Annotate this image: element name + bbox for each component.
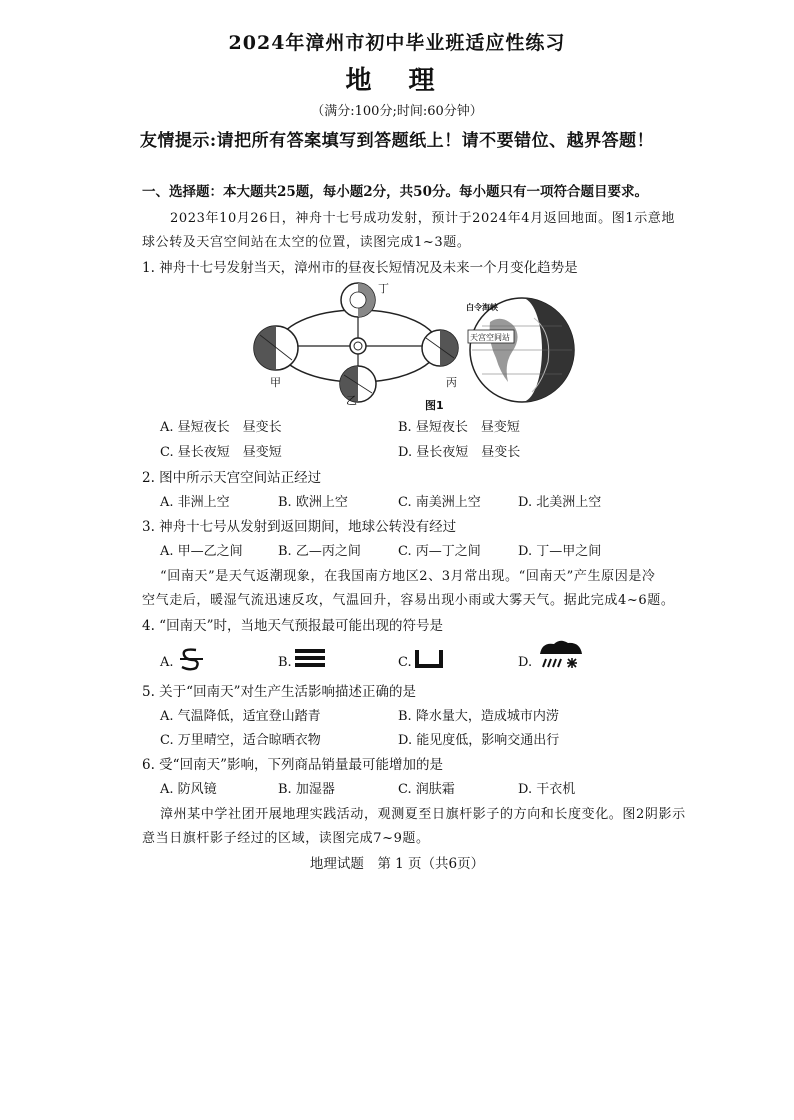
figure-1-caption: 图1 xyxy=(425,399,444,412)
q6-option-b[interactable]: B. 加湿器 xyxy=(278,782,335,797)
q2-option-b[interactable]: B. 欧洲上空 xyxy=(278,495,348,510)
friendly-notice: 友情提示:请把所有答案填写到答题纸上！请不要错位、越界答题！ xyxy=(139,131,655,151)
question-1-stem: 1. 神舟十七号发射当天，漳州市的昼夜长短情况及未来一个月变化趋势是 xyxy=(142,260,578,276)
label-bing: 丙 xyxy=(446,376,457,389)
q4-option-a[interactable]: A. xyxy=(160,655,174,670)
q4-option-d[interactable]: D. xyxy=(518,655,533,670)
q5-option-a[interactable]: A. 气温降低，适宜登山踏青 xyxy=(160,709,321,724)
earth-right-icon xyxy=(422,330,458,366)
subject-title: 地 理 xyxy=(345,66,449,96)
page-footer: 地理试题 第 1 页（共6页） xyxy=(309,856,485,872)
passage-2-line-1: “回南天”是天气返潮现象，在我国南方地区2、3月常出现。“回南天”产生原因是冷 xyxy=(160,569,656,584)
exam-title: 2024年漳州市初中毕业班适应性练习 xyxy=(228,32,566,54)
q1-option-b[interactable]: B. 昼短夜长 昼变短 xyxy=(398,420,520,435)
q5-option-d[interactable]: D. 能见度低，影响交通出行 xyxy=(398,733,560,748)
q1-option-d[interactable]: D. 昼长夜短 昼变长 xyxy=(398,445,521,460)
q4-option-c[interactable]: C. xyxy=(398,655,412,670)
q3-option-c[interactable]: C. 丙—丁之间 xyxy=(398,544,481,559)
globe-diagram xyxy=(462,292,580,404)
label-yi: 乙 xyxy=(346,394,357,405)
label-bering: 白令海峡 xyxy=(466,303,498,312)
score-time-info: （满分:100分;时间:60分钟） xyxy=(311,104,483,119)
passage-1-line-1: 2023年10月26日，神舟十七号成功发射，预计于2024年4月返回地面。图1示意地 xyxy=(170,211,675,226)
q3-option-b[interactable]: B. 乙—丙之间 xyxy=(278,544,361,559)
passage-2-line-2: 空气走后，暖湿气流迅速反攻，气温回升，容易出现小雨或大雾天气。据此完成4~6题。 xyxy=(142,593,675,608)
question-2-stem: 2. 图中所示天宫空间站正经过 xyxy=(142,470,322,486)
question-5-stem: 5. 关于“回南天”对生产生活影响描述正确的是 xyxy=(142,684,416,700)
passage-1-line-2: 球公转及天宫空间站在太空的位置，读图完成1~3题。 xyxy=(142,235,471,250)
q5-option-b[interactable]: B. 降水量大，造成城市内涝 xyxy=(398,709,559,724)
label-jia: 甲 xyxy=(270,376,281,389)
passage-3-line-2: 意当日旗杆影子经过的区域，读图完成7~9题。 xyxy=(142,831,430,846)
question-6-stem: 6. 受“回南天”影响，下列商品销量最可能增加的是 xyxy=(142,757,443,773)
section-heading: 一、选择题：本大题共25题，每小题2分，共50分。每小题只有一项符合题目要求。 xyxy=(142,184,648,200)
q1-option-a[interactable]: A. 昼短夜长 昼变长 xyxy=(160,420,282,435)
q5-option-c[interactable]: C. 万里晴空，适合晾晒衣物 xyxy=(160,733,321,748)
earth-top-icon xyxy=(341,283,375,317)
q1-option-c[interactable]: C. 昼长夜短 昼变短 xyxy=(160,445,282,460)
q3-option-d[interactable]: D. 丁—甲之间 xyxy=(518,544,602,559)
passage-3-line-1: 漳州某中学社团开展地理实践活动，观测夏至日旗杆影子的方向和长度变化。图2阴影示 xyxy=(160,807,686,822)
sandstorm-symbol-icon xyxy=(176,646,206,672)
earth-orbit-diagram xyxy=(250,280,460,405)
question-4-stem: 4. “回南天”时，当地天气预报最可能出现的符号是 xyxy=(142,618,443,634)
earth-left-icon xyxy=(254,326,298,370)
dust-symbol-icon xyxy=(414,646,444,670)
q6-option-c[interactable]: C. 润肤霜 xyxy=(398,782,455,797)
q2-option-d[interactable]: D. 北美洲上空 xyxy=(518,495,602,510)
q4-option-b[interactable]: B. xyxy=(278,655,292,670)
label-station: 天宫空间站 xyxy=(470,333,510,342)
q2-option-c[interactable]: C. 南美洲上空 xyxy=(398,495,481,510)
q6-option-d[interactable]: D. 干衣机 xyxy=(518,782,576,797)
q6-option-a[interactable]: A. 防风镜 xyxy=(160,782,217,797)
q3-option-a[interactable]: A. 甲—乙之间 xyxy=(160,544,243,559)
q2-option-a[interactable]: A. 非洲上空 xyxy=(160,495,230,510)
label-ding: 丁 xyxy=(378,282,389,295)
question-3-stem: 3. 神舟十七号从发射到返回期间，地球公转没有经过 xyxy=(142,519,457,535)
sleet-symbol-icon xyxy=(536,638,586,670)
fog-symbol-icon xyxy=(293,646,327,670)
